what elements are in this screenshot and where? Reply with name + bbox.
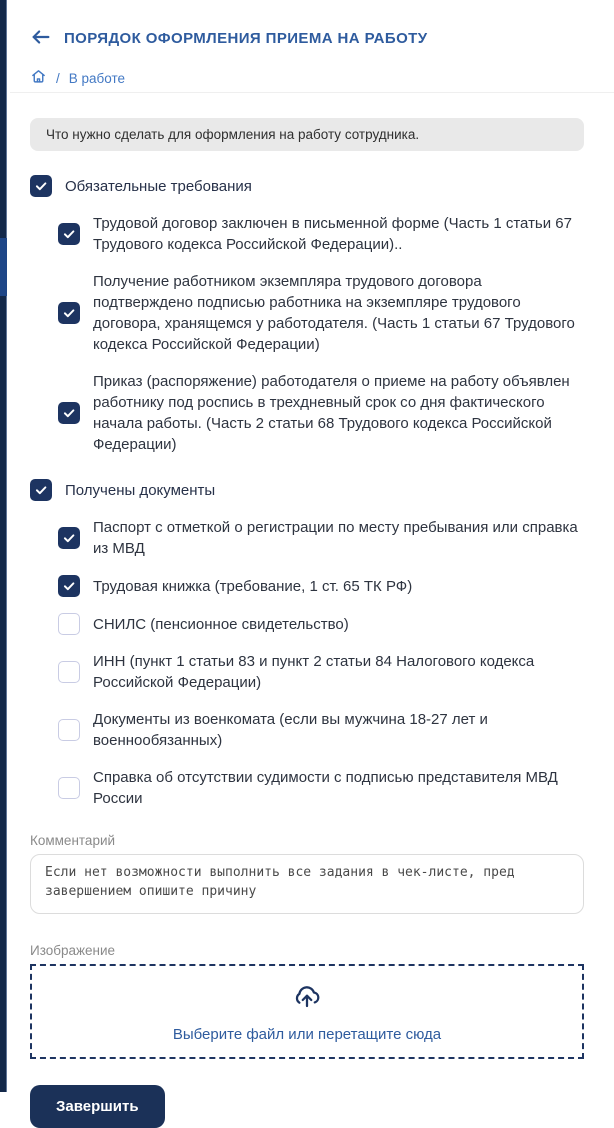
image-label: Изображение [30,943,116,958]
checklist-item-label: Трудовой договор заключен в письменной форме (Часть 1 статьи 67 Трудового кодекса Российской Федерации).. [93,215,572,253]
upload-hint-text: Выберите файл или перетащите сюда [172,1026,442,1043]
back-button[interactable] [30,26,52,51]
checklist-item-row[interactable] [58,767,584,809]
page-header [30,0,584,51]
arrow-left-icon [30,26,52,51]
checklist-group [30,479,584,809]
checklist-group-label: Получены документы [65,481,216,499]
checkbox-checked[interactable] [58,302,80,324]
checklist-item-row[interactable] [58,613,584,635]
left-edge-rail [0,0,7,1092]
checklist-group-row[interactable] [30,175,584,197]
breadcrumb [30,68,584,88]
home-icon [30,73,47,88]
checklist-item-row[interactable] [58,271,584,355]
checklist-item-row[interactable] [58,575,584,597]
breadcrumb-home-link[interactable] [30,68,47,88]
checkbox-checked[interactable] [58,575,80,597]
info-banner: Что нужно сделать для оформления на работу сотрудника. [30,118,584,151]
comment-textarea[interactable] [30,854,584,914]
checklist-item-row[interactable] [58,371,584,455]
checkbox-unchecked[interactable] [58,719,80,741]
checkbox-checked[interactable] [30,175,52,197]
checklist-item-label: Паспорт с отметкой о регистрации по месту пребывания или справка из МВД [93,519,578,557]
checklist-item-label: СНИЛС (пенсионное свидетельство) [93,615,349,633]
checklist-item-row[interactable] [58,517,584,559]
breadcrumb-separator: / [56,70,60,86]
rail-active-indicator [0,238,7,296]
checklist-group [30,175,584,455]
checklist [30,175,584,809]
upload-dropzone[interactable] [30,964,584,1059]
breadcrumb-current[interactable]: В работе [68,70,126,86]
checklist-item-label: Справка об отсутствии судимости с подписью представителя МВД России [93,769,558,807]
page-title: ПОРЯДОК ОФОРМЛЕНИЯ ПРИЕМА НА РАБОТУ [64,30,428,47]
checklist-item-label: Трудовая книжка (требование, 1 ст. 65 ТК РФ) [93,577,413,595]
checklist-item-label: Приказ (распоряжение) работодателя о приеме на работу объявлен работнику под роспись в трехдневный срок со дня фактического начала работы. (Часть 2 статьи 68 Трудового кодекса Российской Федерации) [93,373,570,453]
checkbox-checked[interactable] [58,402,80,424]
checklist-item-label: ИНН (пункт 1 статьи 83 и пункт 2 статьи 84 Налогового кодекса Российской Федерации) [93,653,535,691]
checkbox-unchecked[interactable] [58,613,80,635]
checkbox-unchecked[interactable] [58,661,80,683]
checklist-group-label: Обязательные требования [65,177,252,195]
checkbox-checked[interactable] [58,527,80,549]
checklist-item-label: Документы из военкомата (если вы мужчина 18-27 лет и военнообязанных) [93,711,488,749]
checklist-item-label: Получение работником экземпляра трудового договора подтверждено подписью работника на экземпляре трудового договора, хранящемся у работодателя. (Часть 1 статьи 67 Трудового кодекса Российской Федерации) [93,273,575,353]
cloud-upload-icon [291,980,323,1017]
comment-label: Комментарий [30,833,116,848]
checkbox-checked[interactable] [58,223,80,245]
header-divider [10,92,614,93]
checkbox-unchecked[interactable] [58,777,80,799]
checklist-item-row[interactable] [58,651,584,693]
finish-button[interactable]: Завершить [30,1085,165,1128]
checklist-item-row[interactable] [58,709,584,751]
checklist-group-row[interactable] [30,479,584,501]
checkbox-checked[interactable] [30,479,52,501]
checklist-item-row[interactable] [58,213,584,255]
